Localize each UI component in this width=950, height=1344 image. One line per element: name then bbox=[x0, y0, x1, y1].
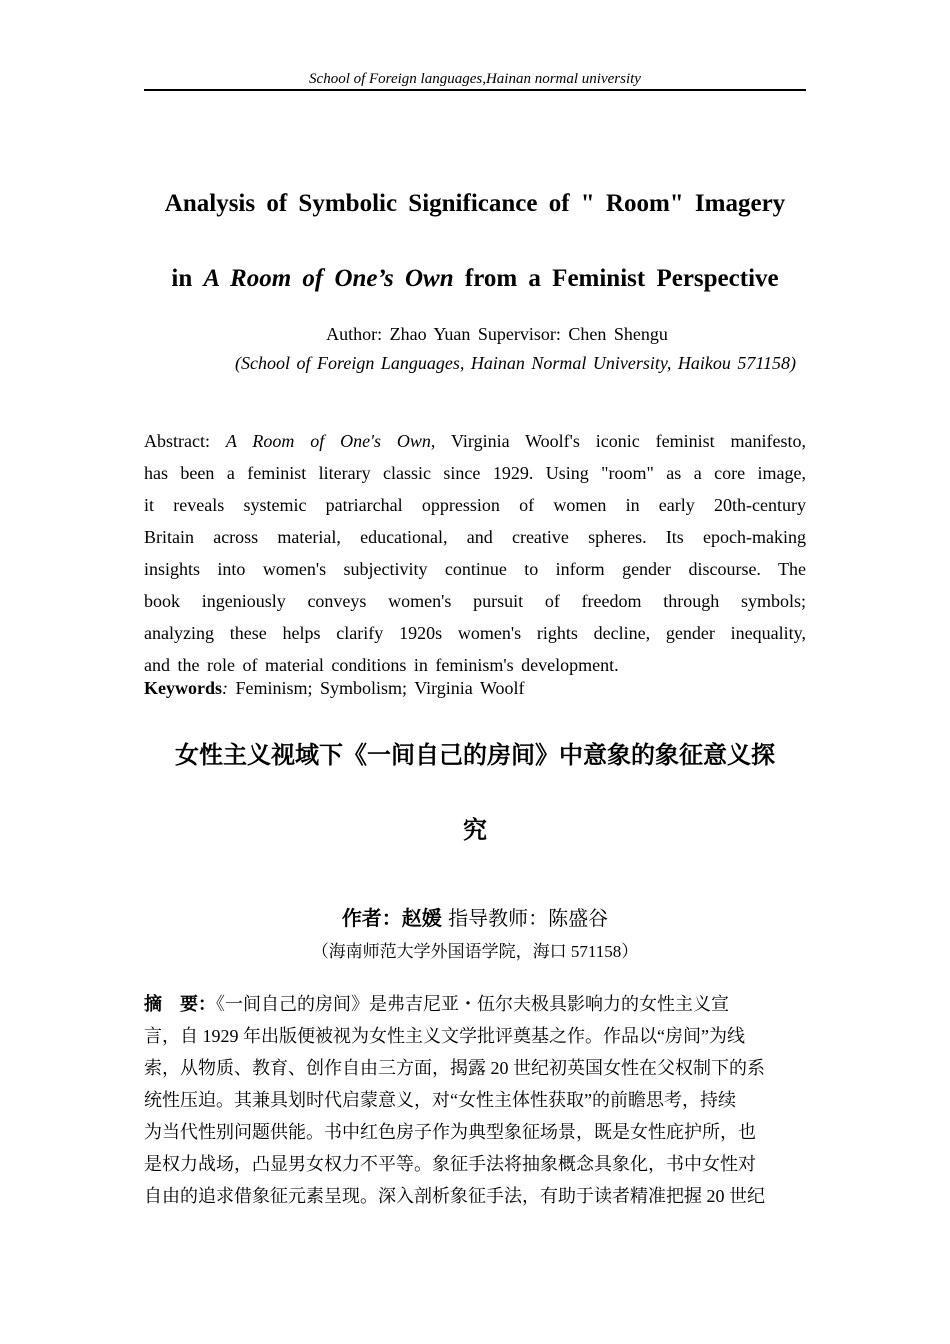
title-en-suffix: from a Feminist Perspective bbox=[453, 265, 779, 292]
title-en-book: A Room of One’s Own bbox=[203, 265, 454, 292]
abstract-en-line: Britain across material, educational, and creative spheres. Its epoch-making bbox=[144, 527, 806, 547]
keywords-en bbox=[144, 678, 525, 699]
abstract-en-line: has been a feminist literary classic since 1929. Using "room" as a core image, bbox=[144, 463, 806, 483]
abstract-zh-line: 是权力战场，凸显男女权力不平等。象征手法将抽象概念具象化，书中女性对 bbox=[144, 1154, 756, 1174]
abstract-zh-line: 言，自 1929 年出版便被视为女性主义文学批评奠基之作。作品以“房间”为线 bbox=[144, 1026, 745, 1046]
supervisor-zh: 指导教师：陈盛谷 bbox=[441, 906, 609, 930]
abstract-en-label: Abstract: bbox=[144, 431, 226, 451]
affiliation-zh: （海南师范大学外国语学院，海口 571158） bbox=[311, 942, 639, 961]
abstract-en-line: it reveals systemic patriarchal oppression of women in early 20th-century bbox=[144, 495, 806, 515]
author-zh: 作者：赵媛 bbox=[341, 906, 442, 930]
title-zh-line2: 究 bbox=[463, 816, 487, 844]
abstract-zh-line: 统性压迫。其兼具划时代启蒙意义，对“女性主体性获取”的前瞻思考，持续 bbox=[144, 1090, 736, 1110]
abstract-zh-text: 《一间自己的房间》是弗吉尼亚・伍尔夫极具影响力的女性主义宣 bbox=[216, 994, 729, 1014]
title-en-line1: Analysis of Symbolic Significance of " Room" Imagery bbox=[164, 190, 786, 217]
keywords-colon: : bbox=[222, 678, 228, 698]
abstract-zh-line: 为当代性别问题供能。书中红色房子作为典型象征场景，既是女性庇护所，也 bbox=[144, 1122, 756, 1142]
running-header bbox=[144, 70, 806, 91]
abstract-en-line: and the role of material conditions in feminism's development. bbox=[144, 655, 619, 675]
keywords-value: Feminism; Symbolism; Virginia Woolf bbox=[228, 678, 525, 698]
abstract-en-line: analyzing these helps clarify 1920s women's rights decline, gender inequality, bbox=[144, 623, 806, 643]
abstract-en-book-title: A Room of One's Own bbox=[225, 431, 431, 451]
affiliation-en: (School of Foreign Languages, Hainan Normal University, Haikou 571158) bbox=[235, 353, 796, 373]
abstract-en-line: book ingeniously conveys women's pursuit of freedom through symbols; bbox=[144, 591, 806, 611]
author-line-en: Author: Zhao Yuan Supervisor: Chen Shengu bbox=[326, 324, 668, 344]
abstract-en-line bbox=[144, 425, 806, 457]
abstract-en-line: insights into women's subjectivity continue to inform gender discourse. The bbox=[144, 559, 806, 579]
abstract-en bbox=[144, 425, 806, 681]
author-line-zh bbox=[144, 902, 806, 931]
abstract-zh-label: 摘 要： bbox=[144, 994, 216, 1015]
abstract-zh bbox=[144, 988, 806, 1212]
title-en-line2 bbox=[144, 264, 806, 294]
abstract-zh-line bbox=[144, 988, 806, 1020]
running-head-text: School of Foreign languages,Hainan normal university bbox=[309, 71, 641, 87]
keywords-label: Keywords bbox=[144, 678, 222, 698]
abstract-zh-line: 自由的追求借象征元素呈现。深入剖析象征手法，有助于读者精准把握 20 世纪 bbox=[144, 1186, 765, 1206]
abstract-zh-line: 索，从物质、教育、创作自由三方面，揭露 20 世纪初英国女性在父权制下的系 bbox=[144, 1058, 765, 1078]
title-en-prefix: in bbox=[171, 265, 204, 292]
title-zh-line1: 女性主义视域下《一间自己的房间》中意象的象征意义探 bbox=[175, 741, 775, 769]
abstract-en-text: , Virginia Woolf's iconic feminist manifesto, bbox=[430, 431, 807, 451]
